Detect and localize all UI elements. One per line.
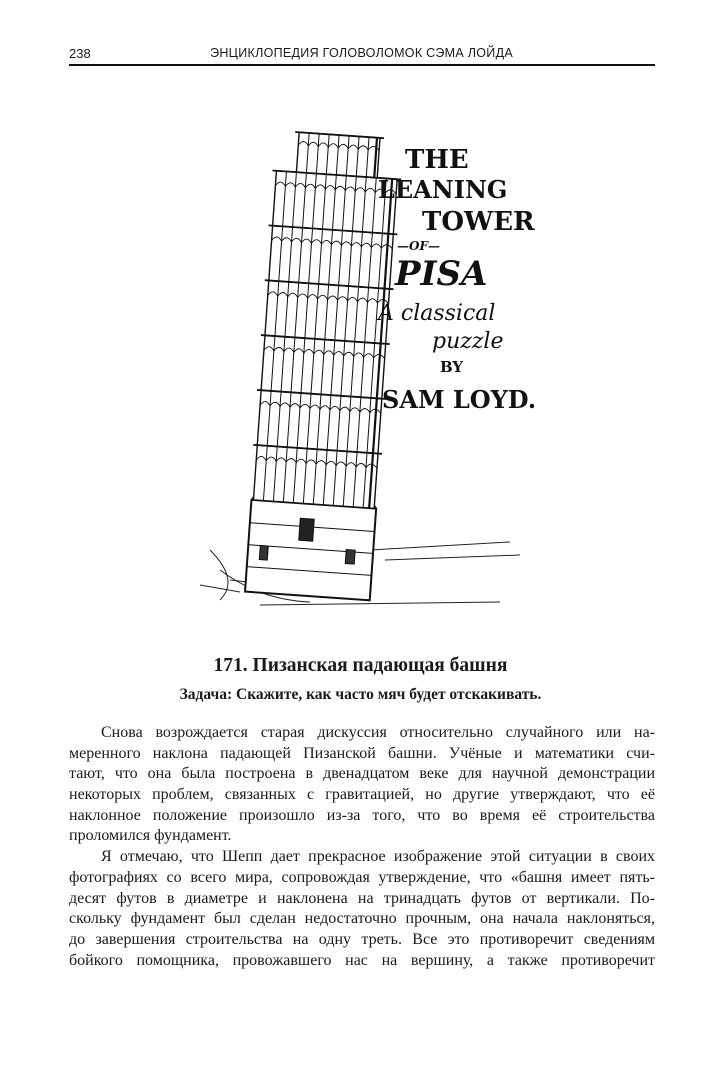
text-line: Я отмечаю, что Шепп дает прекрасное изображение этой ситуации в своих	[101, 848, 655, 866]
book-title: ЭНЦИКЛОПЕДИЯ ГОЛОВОЛОМОК СЭМА ЛОЙДА	[210, 46, 513, 60]
text-line: десят футов в диаметре и наклонена на тринадцать футов от вертикали. По-	[69, 889, 655, 907]
text-line: до завершения строительства на одну треть. Все это противоречит сведениям	[69, 930, 655, 948]
svg-text:LEANING: LEANING	[378, 175, 508, 204]
text-line: некоторых проблем, связанных с гравитацией, но другие утверждают, что её	[69, 786, 655, 804]
svg-text:A classical: A classical	[378, 301, 496, 326]
title-lettering	[376, 145, 536, 414]
text-line: фотографиях со всего мира, сопровождая утверждение, что «башня имеет пять-	[69, 868, 655, 886]
paragraph	[69, 723, 655, 847]
leaning-tower-illustration	[200, 80, 550, 615]
page-number: 238	[69, 46, 91, 61]
puzzle-task: Задача: Скажите, как часто мяч будет отскакивать.	[179, 686, 542, 703]
text-line: Снова возрождается старая дискуссия относительно случайного или на-	[101, 724, 655, 741]
svg-text:SAM LOYD.: SAM LOYD.	[382, 385, 537, 414]
paragraph	[69, 847, 655, 971]
text-line: бойкого помощника, провожавшего нас на вершину, а также противоречит	[69, 951, 655, 969]
svg-text:THE: THE	[405, 145, 469, 175]
puzzle-heading: 171. Пизанская падающая башня	[213, 655, 508, 676]
svg-text:—OF—: —OF—	[397, 239, 440, 253]
text-line: меренного наклона падающей Пизанской башни. Учёные и математики счи-	[69, 744, 655, 762]
text-line: наклонное положение произошло из-за того, что во время её строительства	[69, 806, 655, 824]
svg-text:PISA: PISA	[395, 254, 488, 294]
running-head	[69, 46, 655, 66]
text-line: тают, что она была построена в двенадцатом веке для научной демонстрации	[69, 765, 655, 783]
text-line: проломился фундамент.	[69, 827, 232, 845]
body-text	[69, 723, 655, 971]
svg-text:BY: BY	[440, 358, 464, 376]
svg-text:TOWER: TOWER	[422, 207, 535, 237]
svg-text:puzzle: puzzle	[432, 329, 504, 354]
text-line: скольку фундамент был сделан недостаточно прочным, она начала наклоняться,	[69, 910, 655, 928]
